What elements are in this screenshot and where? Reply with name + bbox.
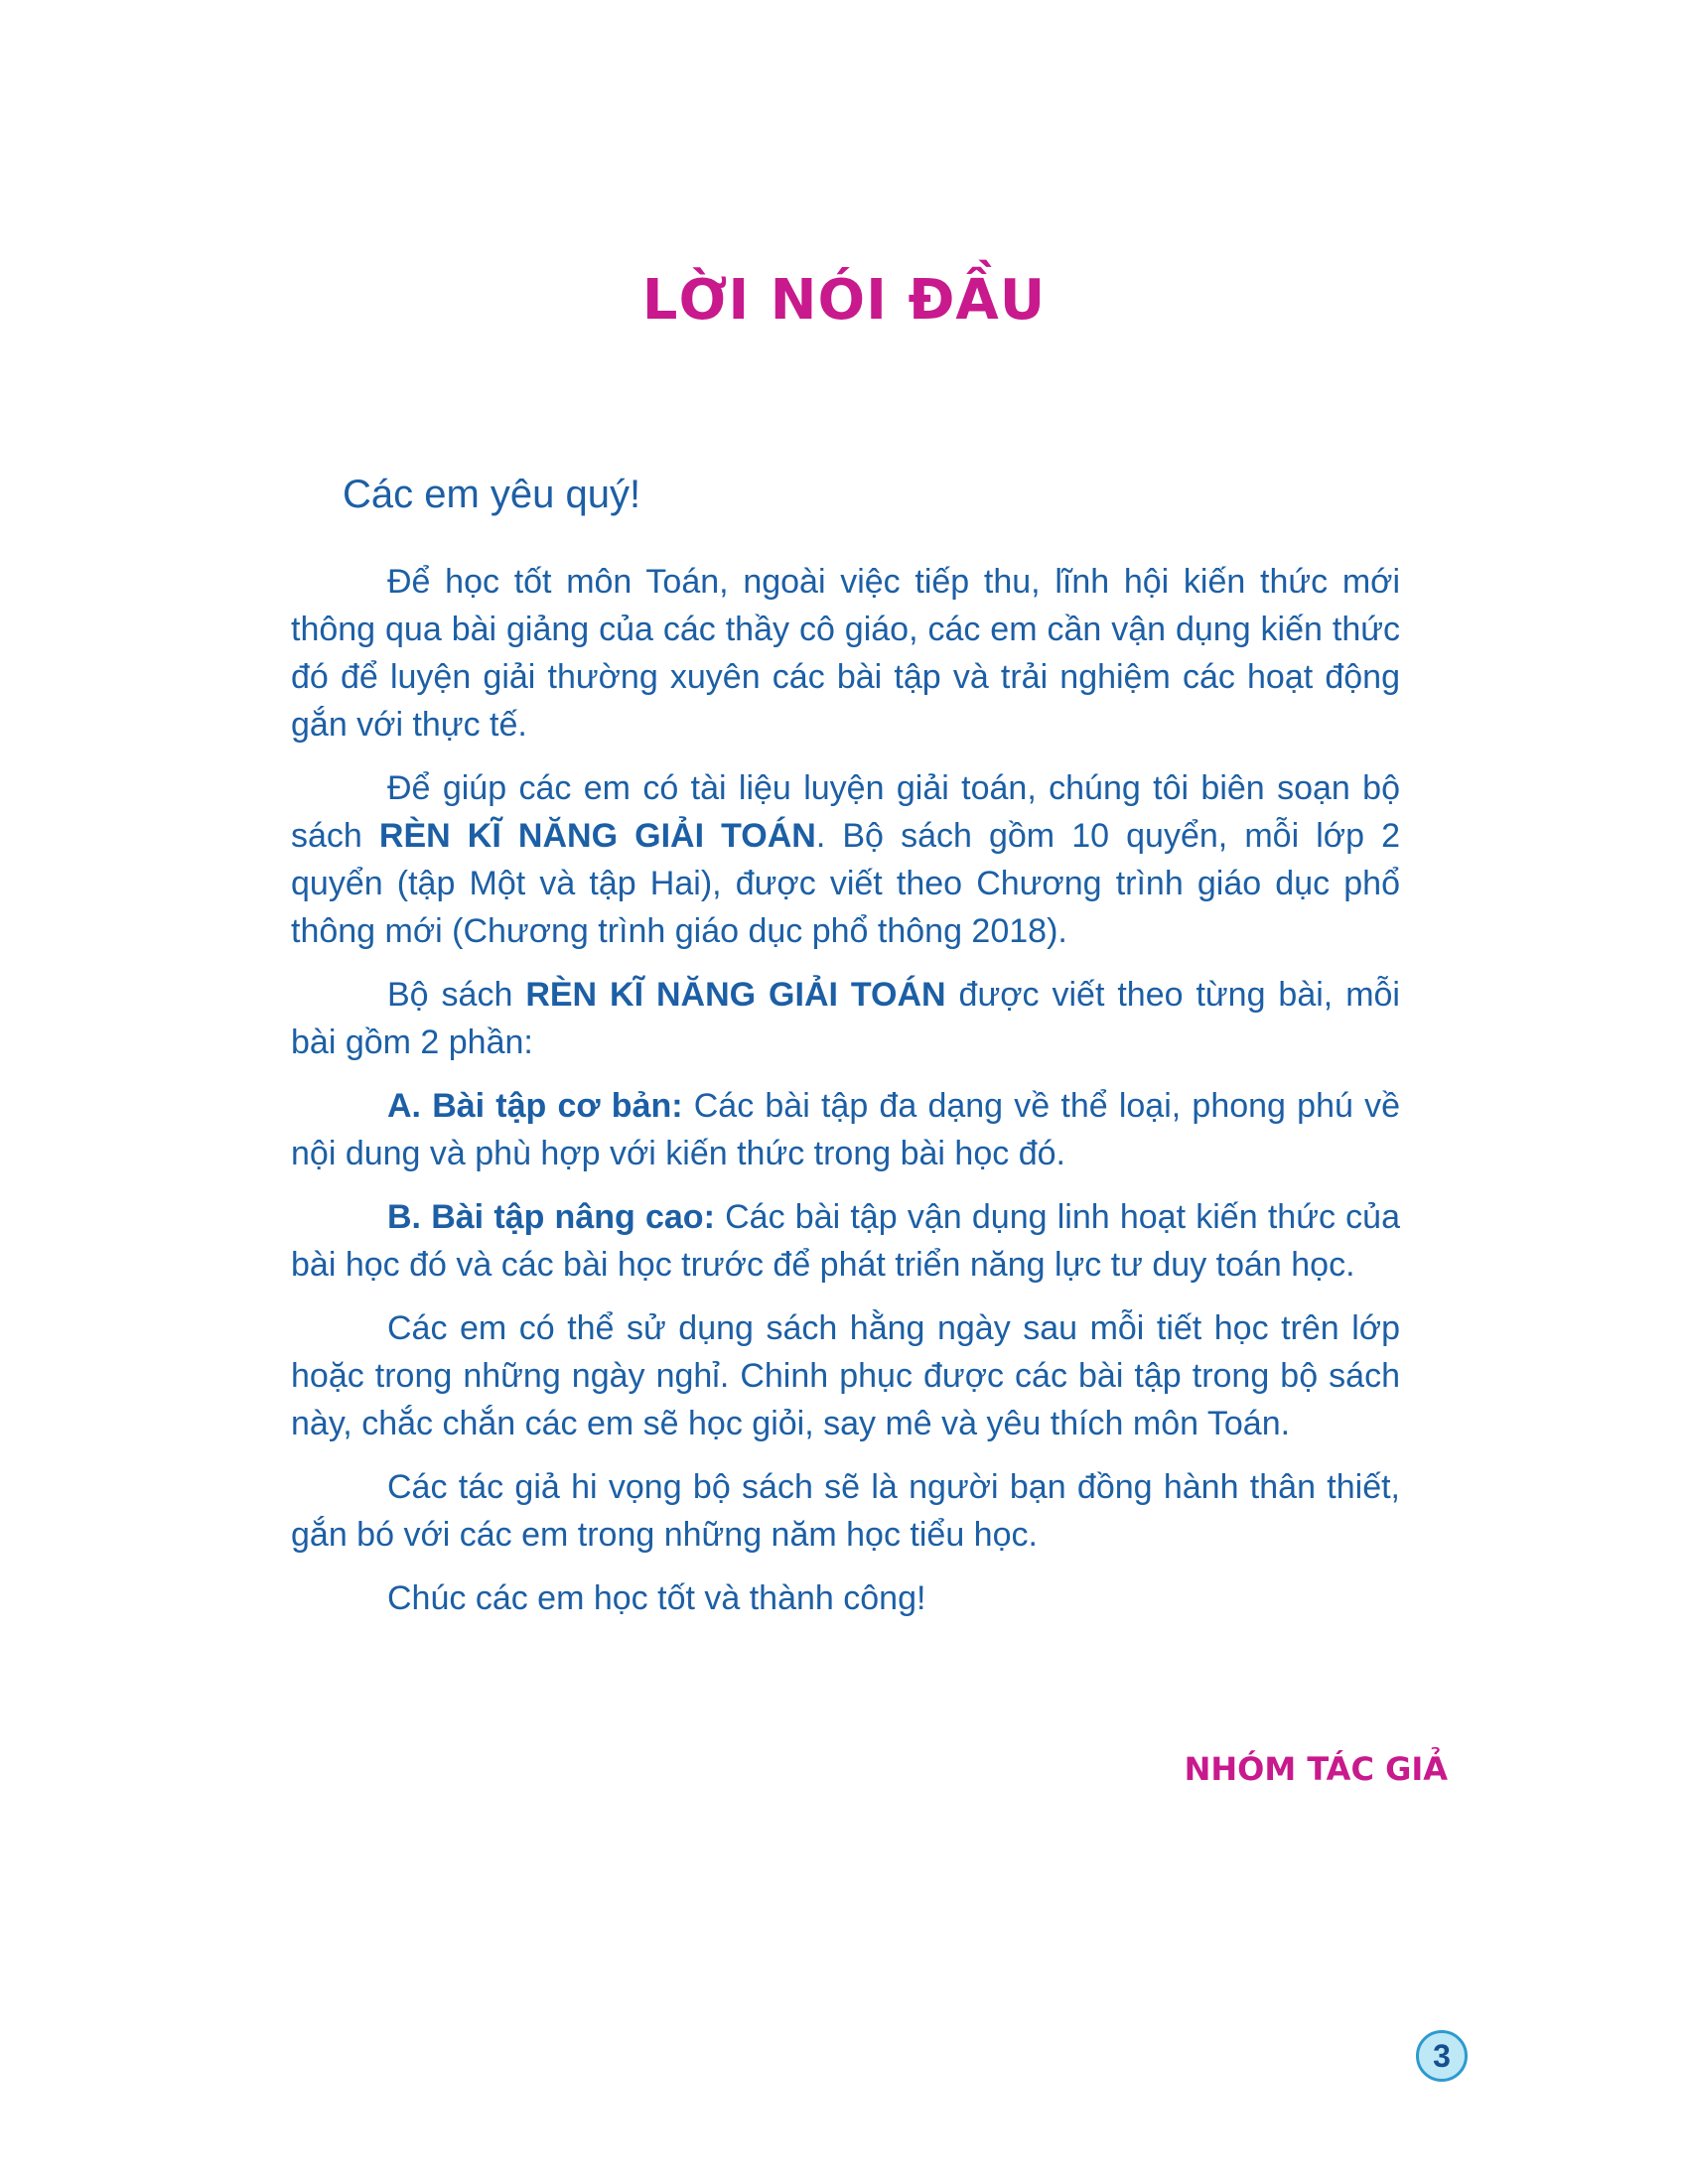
paragraph-hope [291, 1463, 1400, 1559]
paragraph-structure [291, 971, 1400, 1066]
paragraph-text: . Bộ sách gồm 10 quyển, mỗi lớp 2 quyển (tập Một và tập Hai), được viết theo Chương trình giáo dục phổ thông mới (Chương trình giáo dục phổ thông 2018). [291, 817, 1400, 950]
paragraph-text: Các bài tập vận dụng linh hoạt kiến thức của bài học đó và các bài học trước để phát triển năng lực tư duy toán học. [291, 1198, 1400, 1284]
paragraph-usage [291, 1304, 1400, 1447]
paragraph-text: được viết theo từng bài, mỗi bài gồm 2 phần: [291, 976, 1400, 1061]
book-series-name: RÈN KĨ NĂNG GIẢI TOÁN [378, 817, 816, 855]
page-title: LỜI NÓI ĐẦU [641, 268, 1047, 333]
paragraph-text: Để học tốt môn Toán, ngoài việc tiếp thu, lĩnh hội kiến thức mới thông qua bài giảng của các thầy cô giáo, các em cần vận dụng kiến thức đó để luyện giải thường xuyên các bài tập và trải nghiệm các hoạt động gắn với thực tế. [291, 563, 1400, 744]
paragraph-part-b [291, 1193, 1400, 1289]
paragraph-intro [291, 558, 1400, 749]
paragraph-text: Bộ sách [387, 976, 526, 1014]
paragraph-text: Các bài tập đa dạng về thể loại, phong phú về nội dung và phù hợp với kiến thức trong bài học đó. [291, 1087, 1400, 1172]
preface-body [291, 558, 1400, 1638]
paragraph-closing [291, 1574, 1400, 1622]
paragraph-text: Chúc các em học tốt và thành công! [387, 1579, 926, 1617]
page-number-badge: 3 [1416, 2030, 1468, 2082]
book-series-name: RÈN KĨ NĂNG GIẢI TOÁN [525, 976, 946, 1014]
paragraph-text: Các tác giả hi vọng bộ sách sẽ là người bạn đồng hành thân thiết, gắn bó với các em trong những năm học tiểu học. [291, 1468, 1400, 1554]
paragraph-part-a [291, 1082, 1400, 1177]
authors-signature: NHÓM TÁC GIẢ [1184, 1750, 1448, 1788]
greeting: Các em yêu quý! [343, 473, 641, 516]
part-a-heading: A. Bài tập cơ bản: [387, 1087, 683, 1125]
paragraph-book-series [291, 764, 1400, 955]
paragraph-text: Các em có thể sử dụng sách hằng ngày sau mỗi tiết học trên lớp hoặc trong những ngày nghỉ. Chinh phục được các bài tập trong bộ sách này, chắc chắn các em sẽ học giỏi, say mê và yêu thích môn Toán. [291, 1309, 1400, 1442]
paragraph-text: Để giúp các em có tài liệu luyện giải toán, chúng tôi biên soạn bộ sách [291, 769, 1400, 855]
part-b-heading: B. Bài tập nâng cao: [387, 1198, 715, 1236]
